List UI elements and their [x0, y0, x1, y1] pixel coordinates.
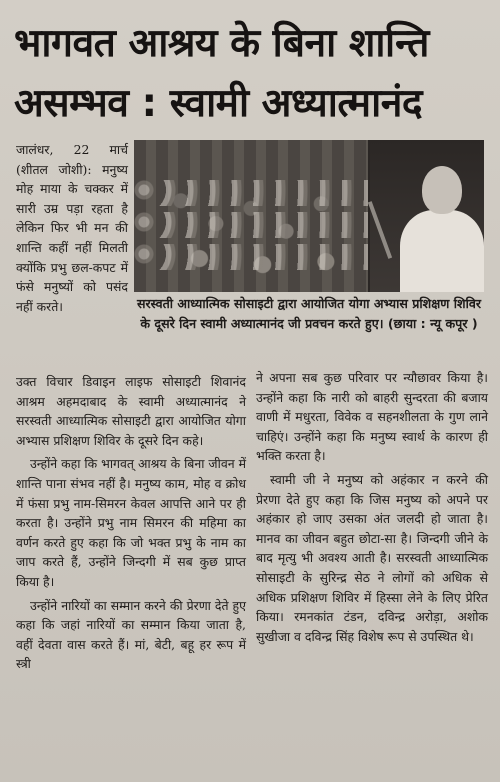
photo-caption: सरस्वती आध्यात्मिक सोसाइटी द्वारा आयोजित योगा अभ्यास प्रशिक्षण शिविर के दूसरे दिन स्वामी अध्यात्मानंद जी प्रवचन करते हुए। (छाया : न्यू कपूर ) — [137, 296, 481, 331]
headline-line-1: भागवत आश्रय के बिना शान्ति — [14, 21, 429, 66]
speaker-photo — [370, 140, 484, 292]
dateline-paragraph: जालंधर, 22 मार्च (शीतल जोशी): मनुष्य मोह माया के चक्कर में सारी उम्र पड़ा रहता है लेकिन फिर भी मन की शान्ति कहीं नहीं मिलती क्योंकि प्रभु छल-कपट में फंसे मनुष्यों को पसंद नहीं करते। — [16, 142, 128, 314]
body-column-right — [256, 368, 488, 650]
body-paragraph: ने अपना सब कुछ परिवार पर न्यौछावर किया है। उन्होंने कहा कि नारी को बाहरी सुन्दरता की बजाय वाणी में मधुरता, विवेक व सहनशीलता के गुण लाने चाहिएं। उन्होंने कहा कि मनुष्य स्वार्थ के कारण ही भक्ति करता है। — [256, 370, 488, 464]
headline-line-2: असम्भव : स्वामी अध्यात्मानंद — [14, 81, 423, 126]
news-photo — [134, 140, 484, 292]
body-column-left — [16, 372, 246, 678]
body-paragraph: उन्होंने कहा कि भागवत् आश्रय के बिना जीवन में शान्ति पाना संभव नहीं है। मनुष्य काम, मोह व क्रोध में फंसा प्रभु नाम-सिमरन केवल आपत्ति आने पर ही करता है। उन्होंने प्रभु नाम सिमरन की महिमा का वर्णन करते हुए कहा कि जो भक्त प्रभु के नाम का जाप करते हैं, उन्होंने जिन्दगी में सब कुछ प्राप्त किया है। — [16, 456, 246, 589]
audience-photo — [134, 140, 368, 292]
body-paragraph: स्वामी जी ने मनुष्य को अहंकार न करने की प्रेरणा देते हुए कहा कि जिस मनुष्य को अपने पर अहंकार हो जाए उसका अंत जलदी हो जाता है। मानव का जीवन बहुत छोटा-सा है। जिन्दगी जीने के बाद मृत्यु भी अवश्य आती है। सरस्वती आध्यात्मिक सोसाइटी के सुरिन्द्र सेठ ने लोगों को अधिक से अधिक प्रशिक्षण शिविर में हिस्सा लेने के लिए प्रेरित किया। रमनकांत टंडन, दविन्द्र अरोड़ा, अशोक सुखीजा व दविन्द्र सिंह विशेष रूप से उपस्थित थे। — [256, 471, 488, 644]
headline — [14, 14, 490, 134]
body-paragraph: उन्होंने नारियों का सम्मान करने की प्रेरणा देते हुए कहा कि जहां नारियों का सम्मान किया जाता है, वहीं देवता वास करते हैं। मां, बेटी, बहू हर रूप में स्त्री — [16, 597, 246, 672]
body-paragraph: उक्त विचार डिवाइन लाइफ सोसाइटी शिवानंद आश्रम अहमदाबाद के स्वामी अध्यात्मानंद ने सरस्वती आध्यात्मिक सोसाइटी द्वारा आयोजित योगा अभ्यास प्रशिक्षण शिविर के दूसरे दिन कहे। — [16, 374, 246, 448]
dateline-column — [16, 140, 128, 320]
